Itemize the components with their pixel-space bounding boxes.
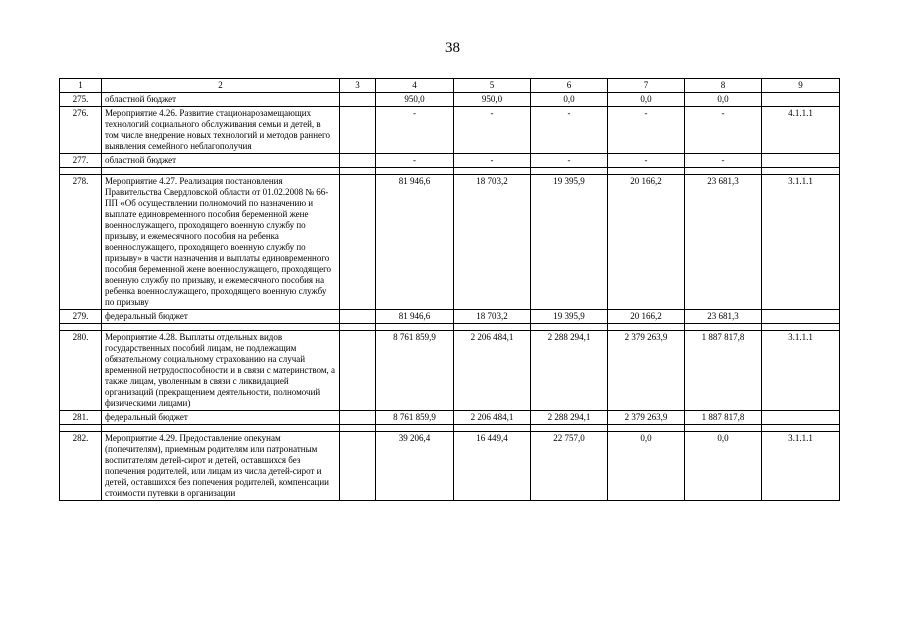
row-col6: 2 288 294,1 [531, 331, 608, 411]
row-col9: 3.1.1.1 [762, 175, 840, 310]
row-col5: 2 206 484,1 [454, 331, 531, 411]
table-row [60, 93, 840, 107]
row-col3 [340, 331, 376, 411]
row-col8: - [685, 154, 762, 168]
row-col8: 1 887 817,8 [685, 411, 762, 425]
row-number: 281. [60, 411, 102, 425]
row-col4: 950,0 [376, 93, 454, 107]
spacer-cell [608, 425, 685, 432]
table-row [60, 107, 840, 154]
row-col5: 2 206 484,1 [454, 411, 531, 425]
spacer-cell [376, 425, 454, 432]
row-col8: 23 681,3 [685, 175, 762, 310]
row-number: 279. [60, 310, 102, 324]
spacer-cell [340, 168, 376, 175]
header-cell: 1 [60, 79, 102, 93]
row-description: областной бюджет [102, 154, 340, 168]
row-col5: 18 703,2 [454, 310, 531, 324]
row-description: областной бюджет [102, 93, 340, 107]
spacer-row [60, 324, 840, 331]
spacer-cell [454, 324, 531, 331]
row-col9 [762, 411, 840, 425]
row-col6: 19 395,9 [531, 310, 608, 324]
table-row [60, 175, 840, 310]
row-description: Мероприятие 4.26. Развитие стационарозамещающих технологий социального обслуживания семьи и детей, в том числе внедрение новых технологий и методов раннего выявления семейного неблагополучия [102, 107, 340, 154]
row-col9 [762, 154, 840, 168]
header-cell: 4 [376, 79, 454, 93]
row-col6: 0,0 [531, 93, 608, 107]
row-number: 277. [60, 154, 102, 168]
row-col9 [762, 310, 840, 324]
row-col6: 22 757,0 [531, 432, 608, 501]
row-col8: 0,0 [685, 93, 762, 107]
row-col3 [340, 154, 376, 168]
spacer-cell [531, 168, 608, 175]
row-col9: 3.1.1.1 [762, 432, 840, 501]
header-cell: 6 [531, 79, 608, 93]
row-col9: 3.1.1.1 [762, 331, 840, 411]
spacer-cell [685, 168, 762, 175]
spacer-cell [685, 425, 762, 432]
row-col5: 16 449,4 [454, 432, 531, 501]
row-col5: 950,0 [454, 93, 531, 107]
row-col4: 81 946,6 [376, 175, 454, 310]
row-col6: - [531, 107, 608, 154]
row-col6: 19 395,9 [531, 175, 608, 310]
row-col8: 0,0 [685, 432, 762, 501]
row-number: 275. [60, 93, 102, 107]
row-col6: 2 288 294,1 [531, 411, 608, 425]
row-col3 [340, 432, 376, 501]
spacer-cell [102, 425, 340, 432]
row-number: 280. [60, 331, 102, 411]
header-cell: 3 [340, 79, 376, 93]
spacer-cell [376, 324, 454, 331]
row-col7: 0,0 [608, 93, 685, 107]
header-cell: 2 [102, 79, 340, 93]
row-col4: 8 761 859,9 [376, 411, 454, 425]
row-number: 278. [60, 175, 102, 310]
spacer-cell [376, 168, 454, 175]
row-col4: - [376, 107, 454, 154]
header-cell: 9 [762, 79, 840, 93]
row-col7: 20 166,2 [608, 310, 685, 324]
spacer-cell [762, 425, 840, 432]
header-cell: 7 [608, 79, 685, 93]
row-col7: - [608, 154, 685, 168]
row-col6: - [531, 154, 608, 168]
row-col9: 4.1.1.1 [762, 107, 840, 154]
header-cell: 8 [685, 79, 762, 93]
row-description: федеральный бюджет [102, 310, 340, 324]
spacer-cell [762, 324, 840, 331]
table-row [60, 154, 840, 168]
row-col4: 81 946,6 [376, 310, 454, 324]
spacer-cell [454, 425, 531, 432]
row-col3 [340, 93, 376, 107]
spacer-cell [340, 324, 376, 331]
row-col5: - [454, 154, 531, 168]
row-col3 [340, 411, 376, 425]
row-description: федеральный бюджет [102, 411, 340, 425]
table-row [60, 411, 840, 425]
row-description: Мероприятие 4.28. Выплаты отдельных видов государственных пособий лицам, не подлежащим обязательному социальному страхованию на случай временной нетрудоспособности и в связи с материнством, а также лицам, уволенным в связи с ликвидацией организаций (прекращением деятельности, полномочий физическими лицами) [102, 331, 340, 411]
row-col8: 23 681,3 [685, 310, 762, 324]
row-col3 [340, 175, 376, 310]
spacer-row [60, 168, 840, 175]
spacer-row [60, 425, 840, 432]
spacer-cell [685, 324, 762, 331]
row-number: 282. [60, 432, 102, 501]
row-col7: 2 379 263,9 [608, 331, 685, 411]
budget-table [59, 78, 840, 501]
table-row [60, 310, 840, 324]
row-description: Мероприятие 4.27. Реализация постановления Правительства Свердловской области от 01.02.2008 № 66-ПП «Об осуществлении полномочий по назначению и выплате единовременного пособия беременной жене военнослужащего, проходящего военную службу по призыву, и ежемесячного пособия на ребенка военнослужащего, проходящего военную службу по призыву» в части назначения и выплаты единовременного пособия беременной жене военнослужащего, проходящего военную службу по призыву, и ежемесячного пособия на ребенка военнослужащего, проходящего военную службу по призыву [102, 175, 340, 310]
row-col4: 8 761 859,9 [376, 331, 454, 411]
spacer-cell [60, 168, 102, 175]
table-row [60, 432, 840, 501]
spacer-cell [608, 168, 685, 175]
row-col8: 1 887 817,8 [685, 331, 762, 411]
table-row [60, 331, 840, 411]
spacer-cell [454, 168, 531, 175]
row-col8: - [685, 107, 762, 154]
row-number: 276. [60, 107, 102, 154]
spacer-cell [608, 324, 685, 331]
spacer-cell [60, 425, 102, 432]
header-row [60, 79, 840, 93]
spacer-cell [762, 168, 840, 175]
spacer-cell [340, 425, 376, 432]
row-col7: 2 379 263,9 [608, 411, 685, 425]
row-col3 [340, 107, 376, 154]
row-col7: 20 166,2 [608, 175, 685, 310]
spacer-cell [531, 425, 608, 432]
spacer-cell [531, 324, 608, 331]
row-col9 [762, 93, 840, 107]
spacer-cell [102, 324, 340, 331]
row-col5: 18 703,2 [454, 175, 531, 310]
spacer-cell [60, 324, 102, 331]
row-col4: 39 206,4 [376, 432, 454, 501]
spacer-cell [102, 168, 340, 175]
row-col7: - [608, 107, 685, 154]
row-description: Мероприятие 4.29. Предоставление опекунам (попечителям), приемным родителям или патронатным воспитателям детей-сирот и детей, оставшихся без попечения родителей, или лицам из числа детей-сирот и детей, оставшихся без попечения родителей, компенсации стоимости путевки в организации [102, 432, 340, 501]
header-cell: 5 [454, 79, 531, 93]
row-col7: 0,0 [608, 432, 685, 501]
row-col4: - [376, 154, 454, 168]
row-col5: - [454, 107, 531, 154]
row-col3 [340, 310, 376, 324]
page-number: 38 [445, 40, 460, 56]
